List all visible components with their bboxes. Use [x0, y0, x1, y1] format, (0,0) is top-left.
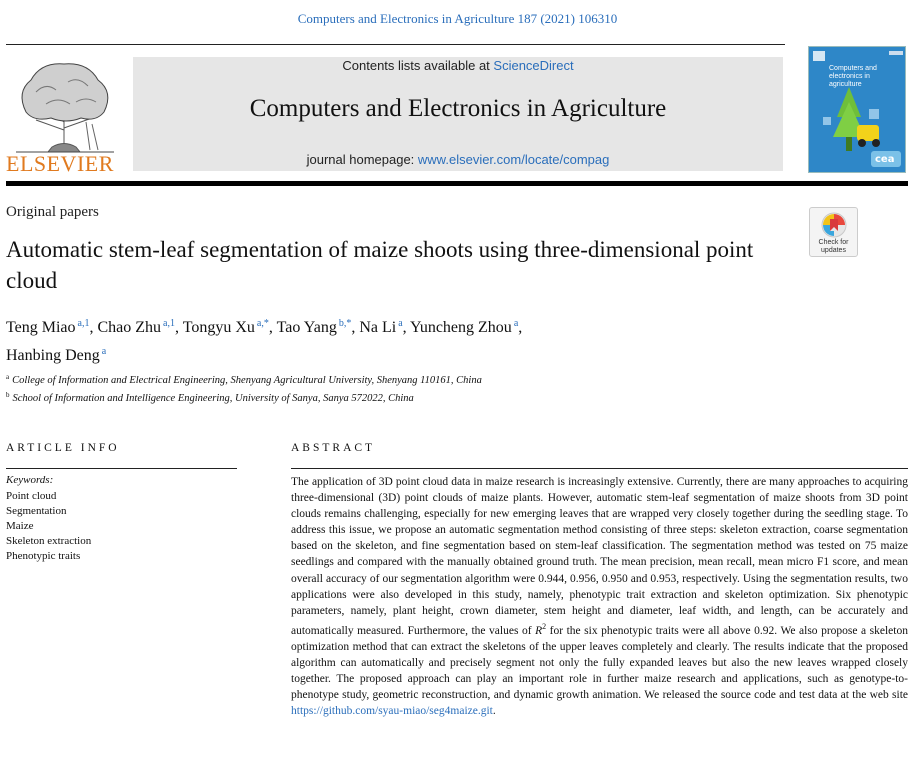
abstract-heading: ABSTRACT — [291, 442, 376, 454]
affiliation: $^a$ College of Information and Electrical Engineering, Shenyang Agricultural University, Shenyang 110161, China — [6, 373, 482, 386]
cover-title: Computers and electronics in agriculture — [829, 65, 877, 88]
author[interactable]: Na Li $^a$ — [359, 318, 403, 336]
keyword: Skeleton extraction — [6, 535, 92, 547]
contents-prefix: Contents lists available at — [342, 58, 494, 73]
author[interactable]: Hanbing Deng $^a$ — [6, 346, 107, 364]
keyword: Maize — [6, 520, 34, 532]
contents-available-line — [133, 58, 783, 73]
keyword: Phenotypic traits — [6, 550, 81, 562]
sciencedirect-link[interactable]: ScienceDirect — [493, 58, 574, 73]
homepage-link[interactable]: www.elsevier.com/locate/compag — [417, 152, 610, 167]
author[interactable]: Yuncheng Zhou $^a$ — [410, 318, 519, 336]
journal-cover-thumbnail[interactable] — [808, 46, 906, 173]
author[interactable]: Chao Zhu $^{a,1}$ — [97, 318, 175, 336]
article-section: Original papers — [6, 204, 99, 220]
source-code-link[interactable]: https://github.com/syau-miao/seg4maize.git — [291, 705, 493, 718]
paper-title: Automatic stem-leaf segmentation of maize shoots using three-dimensional point cloud — [6, 237, 754, 293]
affiliations — [6, 370, 806, 406]
article-info-rule — [6, 468, 237, 469]
article-info-heading: ARTICLE INFO — [6, 442, 120, 454]
masthead-bottom-rule — [6, 181, 908, 186]
keywords-label: Keywords: — [6, 474, 54, 486]
crossmark-icon — [820, 211, 848, 241]
abstract-text: The application of 3D point cloud data in maize research is increasingly extensive. Currently, there are many approaches to acquiring three-dimensional (3D) point clouds of maize plants. However, automatic stem-leaf segmentation of maize shoots from 3D point clouds remains challenging, especially for new emerging leaves that are wrapped very closely together during the seedling stage. To address this issue, we propose an automatic segmentation method consisting of three steps: skeleton extraction, coarse segmentation based on the skeleton, and fine segmentation based on stem-leaf classification. The segmentation method was tested on 75 maize seedlings and compared with the manually obtained ground truth. The mean precision, mean recall, mean micro F1 score, and mean overall accuracy of our segmentation algorithm were 0.944, 0.956, 0.950 and 0.953, respectively. Using the segmentation results, two applications were also developed in this study, namely, phenotypic trait extraction and skeleton optimization. Six phenotypic parameters, namely, plant height, crown diameter, stem height and diameter, leaf width, and length, can be accurately and automatically measured. Furthermore, the values of $R^2$ for the six phenotypic traits were all above 0.92. We also propose a skeleton optimization method that can extract the skeletons of the upper leaves completely and clearly. The results indicate that the proposed algorithm can automatically and precisely segment not only the fully expanded leaves but also the new leaves wrapped closely together. The proposed approach can play an important role in further maize research and applications, such as genotype-to-phenotype study, geometric reconstruction, and dynamic growth animation. We released the source code and test data at the web site https://github.com/syau-miao/seg4maize.git. — [291, 476, 908, 718]
author[interactable]: Teng Miao $^{a,1}$ — [6, 318, 90, 336]
affiliation: $^b$ School of Information and Intelligence Engineering, University of Sanya, Sanya 572022, China — [6, 391, 414, 404]
journal-citation[interactable]: Computers and Electronics in Agriculture 187 (2021) 106310 — [297, 11, 618, 26]
publisher-name: ELSEVIER — [6, 151, 114, 176]
author[interactable]: Tao Yang $^{b,*}$ — [276, 318, 352, 336]
keyword: Point cloud — [6, 490, 57, 502]
abstract-rule — [291, 468, 908, 469]
homepage-prefix: journal homepage: — [306, 152, 418, 167]
keyword-list — [6, 489, 91, 564]
check-for-updates-label: Check for updates — [818, 239, 849, 254]
author[interactable]: Tongyu Xu $^{a,*}$ — [182, 318, 269, 336]
author-list: Teng Miao $^{a,1}$, Chao Zhu $^{a,1}$, Tongyu Xu $^{a,*}$, Tao Yang $^{b,*}$, Na Li $^a$, Yuncheng Zhou $^a$, Hanbing Deng $^a$ — [6, 318, 523, 364]
journal-name: Computers and Electronics in Agriculture — [249, 95, 667, 122]
keyword: Segmentation — [6, 505, 67, 517]
journal-masthead — [133, 57, 783, 171]
check-for-updates-button[interactable] — [809, 207, 858, 257]
journal-homepage-line — [133, 152, 783, 167]
top-divider — [6, 44, 785, 45]
cover-badge: cea — [875, 154, 895, 165]
